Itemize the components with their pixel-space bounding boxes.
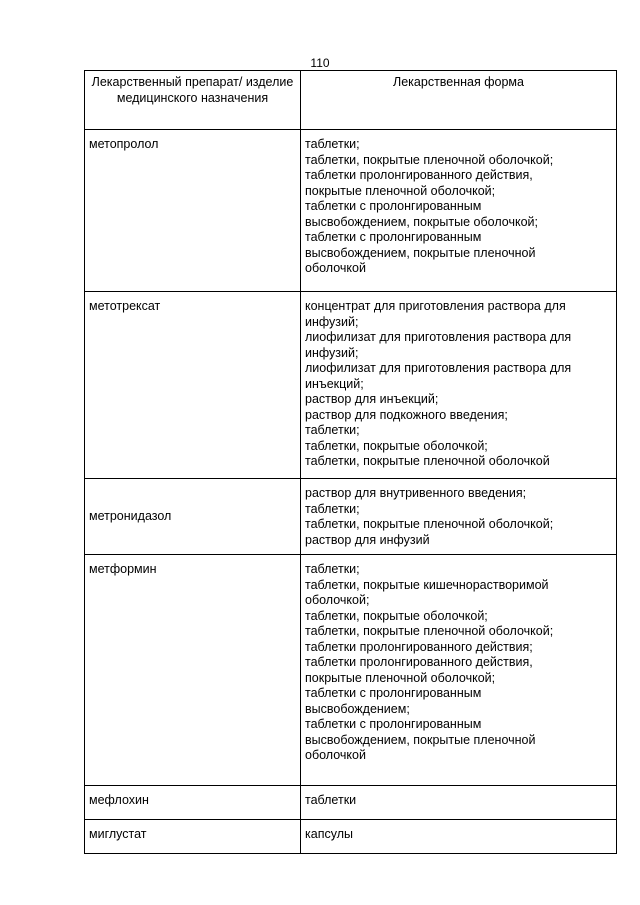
dosage-form-line: таблетки, покрытые пленочной оболочкой; <box>305 624 554 638</box>
dosage-form-line: таблетки с пролонгированным <box>305 230 482 244</box>
dosage-form-line: раствор для инъекций; <box>305 392 439 406</box>
dosage-form-line: инфузий; <box>305 345 359 360</box>
table-row <box>85 786 617 820</box>
page-number: 110 <box>310 56 330 70</box>
drug-name-cell: метопролол <box>85 130 301 292</box>
header-form-label: Лекарственная форма <box>393 75 524 89</box>
dosage-form-line: таблетки, покрытые кишечнорастворимой <box>305 577 549 592</box>
dosage-form-line: таблетки, покрытые оболочкой; <box>305 608 488 623</box>
drug-forms-cell <box>301 555 617 786</box>
table-row <box>85 820 617 854</box>
dosage-form-line: высвобождением; <box>305 701 410 716</box>
dosage-form-line: таблетки пролонгированного действия; <box>305 639 533 654</box>
dosage-form-line: покрытые пленочной оболочкой; <box>305 183 496 198</box>
dosage-form-line: высвобождением, покрытые пленочной <box>305 732 536 747</box>
drug-forms-cell <box>301 130 617 292</box>
dosage-form-line: таблетки; <box>305 423 360 437</box>
drug-name-cell: мефлохин <box>85 786 301 820</box>
drug-form-table <box>84 70 617 854</box>
dosage-form-line: высвобождением, покрытые пленочной <box>305 245 536 260</box>
dosage-form-line: таблетки пролонгированного действия, <box>305 655 533 669</box>
dosage-form-line: инъекций; <box>305 376 364 391</box>
dosage-form-line: раствор для инфузий <box>305 532 430 547</box>
dosage-form-line: лиофилизат для приготовления раствора для <box>305 361 572 375</box>
dosage-form-line: таблетки с пролонгированным <box>305 717 482 731</box>
drug-forms-cell <box>301 820 617 854</box>
dosage-form-line: таблетки; <box>305 137 360 151</box>
header-drug <box>85 71 301 130</box>
dosage-form-line: оболочкой; <box>305 593 370 607</box>
dosage-form-line: оболочкой <box>305 748 366 762</box>
dosage-form-line: концентрат для приготовления раствора для <box>305 299 566 313</box>
table-row <box>85 555 617 786</box>
drug-forms-cell <box>301 786 617 820</box>
dosage-form-line: раствор для подкожного введения; <box>305 407 508 422</box>
dosage-form-line: покрытые пленочной оболочкой; <box>305 670 496 685</box>
dosage-form-line: таблетки, покрытые пленочной оболочкой; <box>305 517 554 531</box>
dosage-form-line: лиофилизат для приготовления раствора для <box>305 330 572 344</box>
dosage-form-line: высвобождением, покрытые оболочкой; <box>305 214 538 229</box>
dosage-form-line: таблетки, покрытые пленочной оболочкой; <box>305 152 554 167</box>
dosage-form-line: таблетки с пролонгированным <box>305 686 482 700</box>
dosage-form-line: таблетки; <box>305 562 360 576</box>
drug-name-cell: метформин <box>85 555 301 786</box>
table-row <box>85 130 617 292</box>
dosage-form-line: капсулы <box>305 827 353 841</box>
table-header-row <box>85 71 617 130</box>
drug-forms-cell <box>301 292 617 479</box>
table-row <box>85 292 617 479</box>
header-drug-label: Лекарственный препарат/ изделие медицинского назначения <box>91 75 294 105</box>
dosage-form-line: раствор для внутривенного введения; <box>305 486 527 500</box>
dosage-form-line: таблетки, покрытые пленочной оболочкой <box>305 454 550 468</box>
dosage-form-line: таблетки <box>305 793 357 807</box>
drug-forms-cell <box>301 479 617 555</box>
dosage-form-line: оболочкой <box>305 261 366 275</box>
drug-name-cell: метронидазол <box>85 479 301 555</box>
drug-name-cell: миглустат <box>85 820 301 854</box>
dosage-form-line: таблетки с пролонгированным <box>305 199 482 213</box>
drug-name-cell: метотрексат <box>85 292 301 479</box>
dosage-form-line: таблетки, покрытые оболочкой; <box>305 438 488 453</box>
dosage-form-line: таблетки пролонгированного действия, <box>305 168 533 182</box>
dosage-form-line: таблетки; <box>305 501 360 516</box>
dosage-form-line: инфузий; <box>305 314 359 329</box>
table-body <box>85 130 617 854</box>
header-form <box>301 71 617 130</box>
table-row <box>85 479 617 555</box>
